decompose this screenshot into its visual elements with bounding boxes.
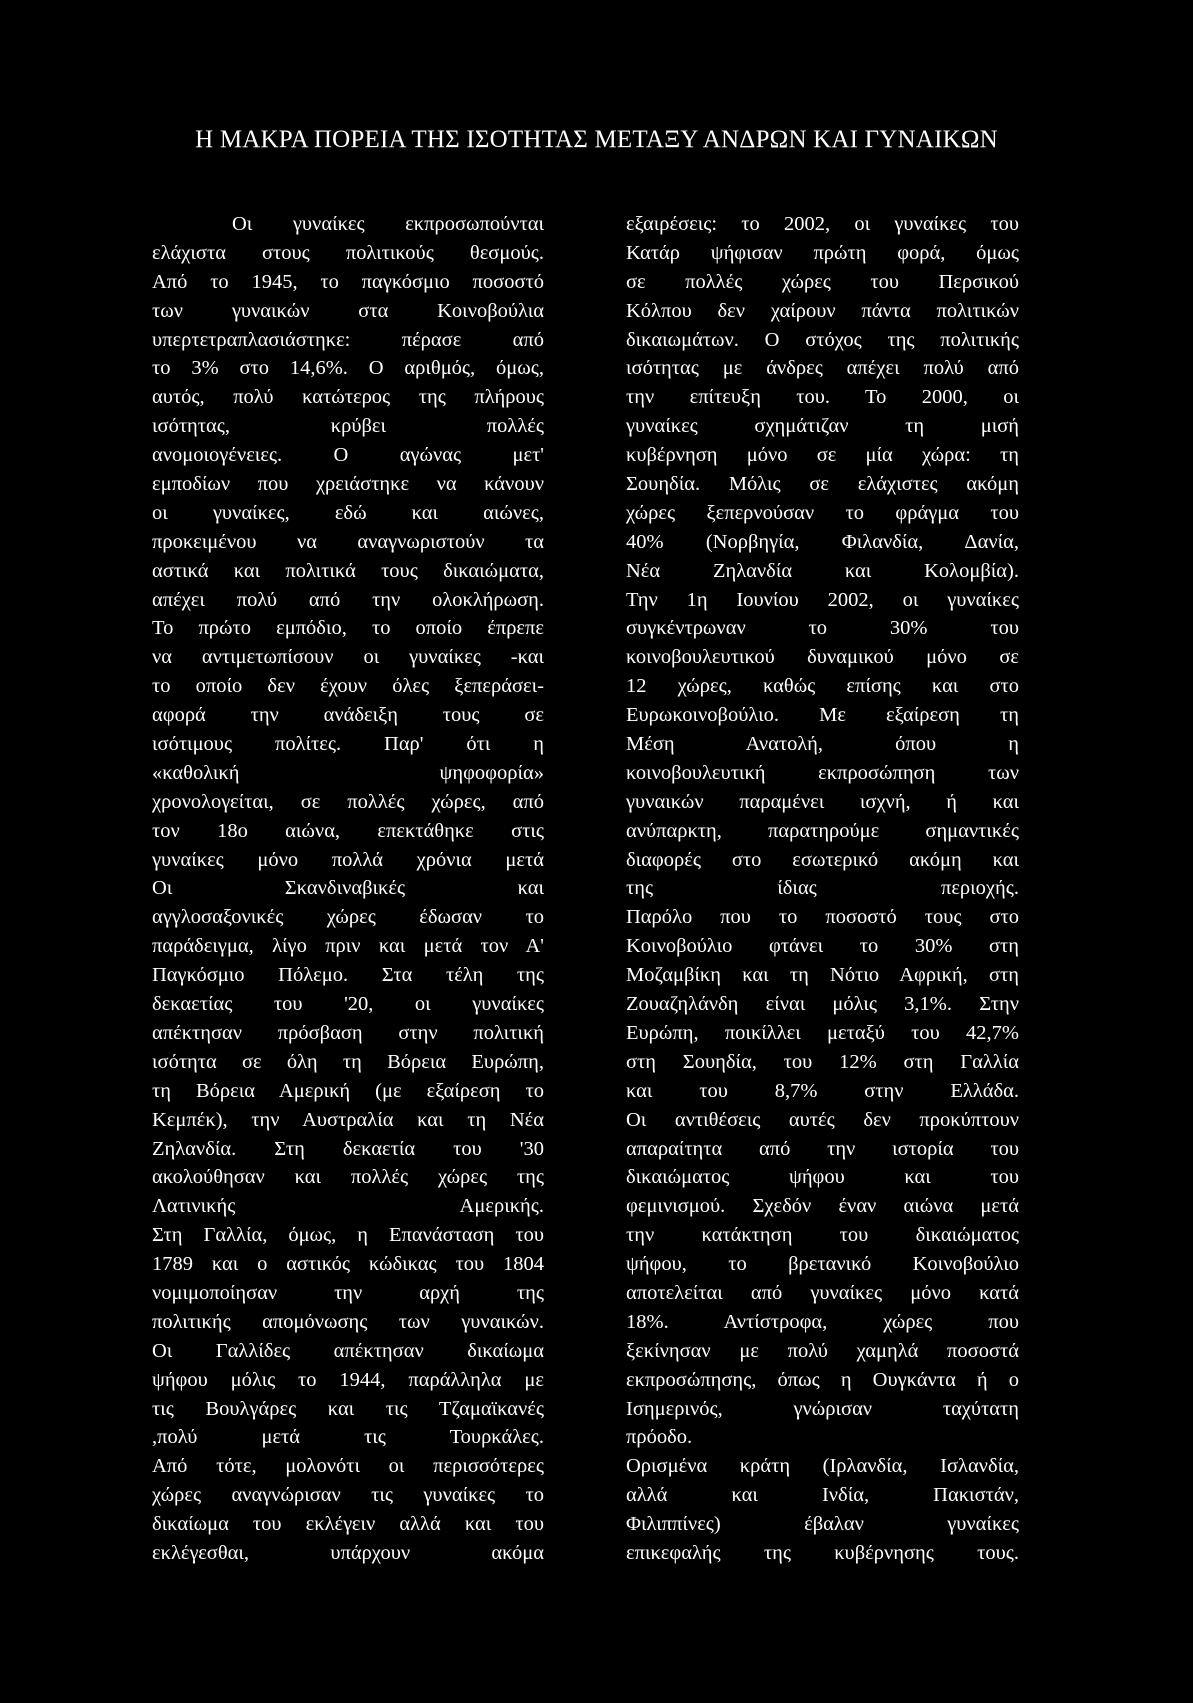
text-line: ψήφου, το βρετανικό Κοινοβούλιο: [626, 1253, 1019, 1276]
text-line: Οι γυναίκες εκπροσωπούνται: [232, 213, 544, 235]
text-line: επικεφαλής της κυβέρνησης τους.: [626, 1541, 1019, 1564]
text-line: δεκαετίας του '20, οι γυναίκες: [152, 993, 544, 1016]
text-line: εκπροσώπησης, όπως η Ουγκάντα ή ο: [626, 1368, 1019, 1391]
page-title: Η ΜΑΚΡΑ ΠΟΡΕΙΑ ΤΗΣ ΙΣΟΤΗΤΑΣ ΜΕΤΑΞΥ ΑΝΔΡΩΝ ΚΑΙ ΓΥΝΑΙΚΩΝ: [195, 126, 998, 153]
text-line: αφορά την ανάδειξη τους σε: [152, 704, 544, 727]
text-line: ψήφου μόλις το 1944, παράλληλα με: [152, 1368, 544, 1391]
text-line: υπερτετραπλασιάστηκε: πέρασε από: [152, 328, 544, 351]
text-line: αστικά και πολιτικά τους δικαιώματα,: [152, 559, 544, 582]
text-line: εκλέγεσθαι, υπάρχουν ακόμα: [152, 1541, 544, 1564]
text-line: συγκέντρωναν το 30% του: [626, 617, 1019, 640]
text-line: δικαίωμα του εκλέγειν αλλά και του: [152, 1513, 544, 1536]
text-line: γυναίκες σχημάτιζαν τη μισή: [626, 415, 1019, 438]
text-line: Κοινοβούλιο φτάνει το 30% στη: [626, 935, 1019, 958]
text-line: δικαιωμάτων. Ο στόχος της πολιτικής: [626, 328, 1019, 351]
text-line: Κατάρ ψήφισαν πρώτη φορά, όμως: [626, 241, 1019, 264]
text-line: πρόοδο.: [626, 1426, 693, 1449]
text-line: Λατινικής Αμερικής.: [152, 1195, 544, 1218]
text-line: παράδειγμα, λίγο πριν και μετά τον Α': [152, 935, 544, 958]
text-line: απαραίτητα από την ιστορία του: [626, 1137, 1019, 1160]
text-line: το 3% στο 14,6%. Ο αριθμός, όμως,: [152, 357, 544, 380]
text-line: Ζουαζηλάνδη είναι μόλις 3,1%. Στην: [626, 993, 1019, 1016]
text-line: ελάχιστα στους πολιτικούς θεσμούς.: [152, 241, 544, 264]
text-line: ισότητα σε όλη τη Βόρεια Ευρώπη,: [152, 1050, 544, 1073]
text-line: αυτός, πολύ κατώτερος της πλήρους: [152, 386, 544, 409]
text-line: Φιλιππίνες) έβαλαν γυναίκες: [626, 1513, 1019, 1536]
text-line: να αντιμετωπίσουν οι γυναίκες -και: [152, 646, 544, 669]
text-line: απέχει πολύ από την ολοκλήρωση.: [152, 588, 544, 611]
text-line: ξεκίνησαν με πολύ χαμηλά ποσοστά: [626, 1339, 1019, 1362]
text-line: τις Βουλγάρες και τις Τζαμαϊκανές: [152, 1397, 544, 1420]
text-line: ανομοιογένειες. Ο αγώνας μετ': [152, 444, 544, 467]
text-line: Ζηλανδία. Στη δεκαετία του '30: [152, 1137, 544, 1160]
text-line: χρονολογείται, σε πολλές χώρες, από: [152, 790, 544, 813]
text-line: εμποδίων που χρειάστηκε να κάνουν: [152, 473, 544, 496]
text-line: Ισημερινός, γνώρισαν ταχύτατη: [626, 1397, 1019, 1420]
text-line: Κεμπέκ), την Αυστραλία και τη Νέα: [152, 1108, 544, 1131]
text-line: τη Βόρεια Αμερική (με εξαίρεση το: [152, 1079, 544, 1102]
text-line: Ευρωκοινοβούλιο. Με εξαίρεση τη: [626, 704, 1019, 727]
text-line: εξαιρέσεις: το 2002, οι γυναίκες του: [626, 213, 1019, 235]
text-line: στη Σουηδία, του 12% στη Γαλλία: [626, 1050, 1019, 1073]
text-line: οι γυναίκες, εδώ και αιώνες,: [152, 501, 544, 524]
text-line: Το πρώτο εμπόδιο, το οποίο έπρεπε: [152, 617, 544, 640]
text-line: Οι Σκανδιναβικές και: [152, 877, 544, 900]
text-line: των γυναικών στα Κοινοβούλια: [152, 299, 544, 322]
text-line: σε πολλές χώρες του Περσικού: [626, 270, 1019, 293]
text-line: Σουηδία. Μόλις σε ελάχιστες ακόμη: [626, 473, 1019, 496]
text-line: Μέση Ανατολή, όπου η: [626, 733, 1019, 756]
text-line: Παρόλο που το ποσοστό τους στο: [626, 906, 1019, 929]
text-line: 12 χώρες, καθώς επίσης και στο: [626, 675, 1019, 698]
text-line: Παγκόσμιο Πόλεμο. Στα τέλη της: [152, 964, 544, 987]
right-column: [626, 210, 1019, 1568]
text-line: Οι αντιθέσεις αυτές δεν προκύπτουν: [626, 1108, 1019, 1131]
text-line: πολιτικής απομόνωσης των γυναικών.: [152, 1310, 544, 1333]
text-line: «καθολική ψηφοφορία»: [152, 761, 544, 784]
text-line: ανύπαρκτη, παρατηρούμε σημαντικές: [626, 819, 1019, 842]
left-column: [152, 210, 544, 1568]
text-line: δικαιώματος ψήφου και του: [626, 1166, 1019, 1189]
text-line: 18%. Αντίστροφα, χώρες που: [626, 1310, 1019, 1333]
text-line: Νέα Ζηλανδία και Κολομβία).: [626, 559, 1019, 582]
text-line: ακολούθησαν και πολλές χώρες της: [152, 1166, 544, 1189]
text-line: κοινοβουλευτική εκπροσώπηση των: [626, 761, 1019, 784]
text-line: τον 18ο αιώνα, επεκτάθηκε στις: [152, 819, 544, 842]
text-line: νομιμοποίησαν την αρχή της: [152, 1281, 544, 1304]
text-line: Κόλπου δεν χαίρουν πάντα πολιτικών: [626, 299, 1019, 322]
text-line: το οποίο δεν έχουν όλες ξεπεράσει-: [152, 675, 544, 698]
text-line: την επίτευξη του. Το 2000, οι: [626, 386, 1019, 409]
text-line: Από το 1945, το παγκόσμιο ποσοστό: [152, 270, 544, 293]
text-line: γυναικών παραμένει ισχνή, ή και: [626, 790, 1019, 813]
text-line: Την 1η Ιουνίου 2002, οι γυναίκες: [626, 588, 1019, 611]
text-line: διαφορές στο εσωτερικό ακόμη και: [626, 848, 1019, 871]
text-line: αποτελείται από γυναίκες μόνο κατά: [626, 1281, 1019, 1304]
text-line: Οι Γαλλίδες απέκτησαν δικαίωμα: [152, 1339, 544, 1362]
text-line: Στη Γαλλία, όμως, η Επανάσταση του: [152, 1224, 544, 1247]
text-line: ,πολύ μετά τις Τουρκάλες.: [152, 1426, 544, 1449]
text-line: αλλά και Ινδία, Πακιστάν,: [626, 1484, 1019, 1507]
text-line: Ευρώπη, ποικίλλει μεταξύ του 42,7%: [626, 1021, 1019, 1044]
text-line: κυβέρνηση μόνο σε μία χώρα: τη: [626, 444, 1019, 467]
text-line: ισότητας, κρύβει πολλές: [152, 415, 544, 438]
text-line: φεμινισμού. Σχεδόν έναν αιώνα μετά: [626, 1195, 1019, 1218]
text-line: κοινοβουλευτικού δυναμικού μόνο σε: [626, 646, 1019, 669]
text-line: Ορισμένα κράτη (Ιρλανδία, Ισλανδία,: [626, 1455, 1019, 1478]
text-line: χώρες αναγνώρισαν τις γυναίκες το: [152, 1484, 544, 1507]
text-line: την κατάκτηση του δικαιώματος: [626, 1224, 1019, 1247]
text-line: προκειμένου να αναγνωριστούν τα: [152, 530, 544, 553]
text-line: Μοζαμβίκη και τη Νότιο Αφρική, στη: [626, 964, 1019, 987]
text-line: της ίδιας περιοχής.: [626, 877, 1019, 900]
text-line: και του 8,7% στην Ελλάδα.: [626, 1079, 1019, 1102]
text-line: Από τότε, μολονότι οι περισσότερες: [152, 1455, 544, 1478]
text-line: απέκτησαν πρόσβαση στην πολιτική: [152, 1021, 544, 1044]
text-line: ισότητας με άνδρες απέχει πολύ από: [626, 357, 1019, 380]
text-line: γυναίκες μόνο πολλά χρόνια μετά: [152, 848, 544, 871]
text-line: 40% (Νορβηγία, Φιλανδία, Δανία,: [626, 530, 1019, 553]
text-line: ισότιμους πολίτες. Παρ' ότι η: [152, 733, 544, 756]
text-line: 1789 και ο αστικός κώδικας του 1804: [152, 1253, 544, 1276]
text-line: αγγλοσαξονικές χώρες έδωσαν το: [152, 906, 544, 929]
text-line: χώρες ξεπερνούσαν το φράγμα του: [626, 501, 1019, 524]
